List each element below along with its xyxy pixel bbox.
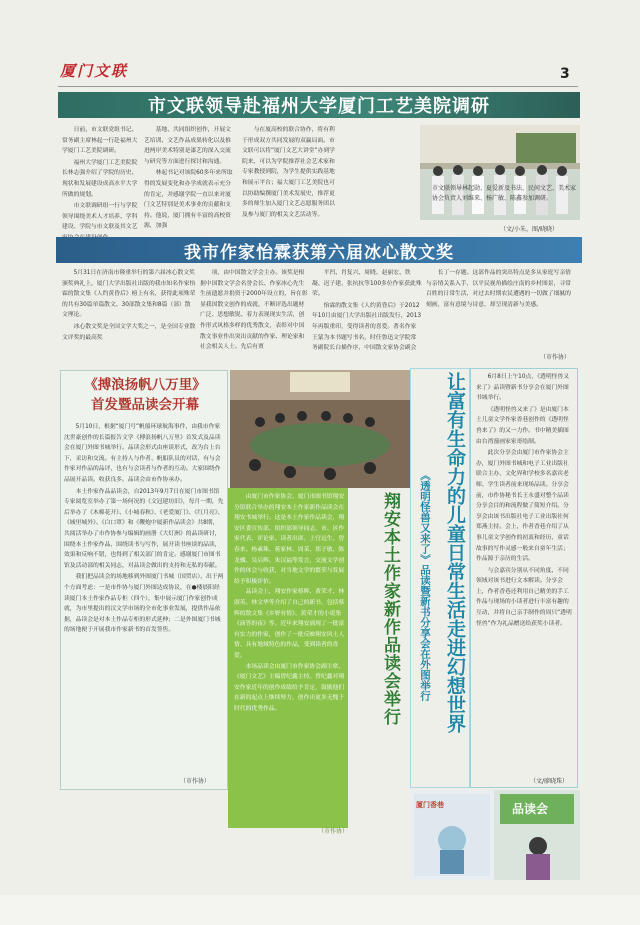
meeting-photo-image bbox=[230, 370, 410, 488]
article3-body bbox=[64, 422, 224, 752]
article1-col3 bbox=[242, 125, 338, 225]
paragraph: 5月10日，根据“厦门号”帆船环球航海事件，由我市作家沈世豪创作的长篇报告文学《搏浪扬帆八万里》首发式及品读会在厦门外图书城举行。品读会形式由座谈形式，改为台上台下，采访和交流。有主持人与作者、帆船队员的对话，有与会作家对作品的品评，也有与会读者与作者的互动。大家围绕作品展开品读。收获良多。品读会由市作协承办。 bbox=[64, 424, 221, 483]
article5-body bbox=[476, 372, 574, 772]
article2-col3 bbox=[312, 268, 422, 358]
article5-byline: （文/廖晓珠） bbox=[530, 778, 569, 785]
book-launch-photo bbox=[230, 370, 410, 488]
paragraph: 本土作家作品品读会，自2013年9月7日在厦门市图书馆专家阅览室举办了第一场何况的《文冠建坊旧》，每月一期，先后举办了《木棉花开》、《小城春秋》、《老爱厦门》、《红月亮》、《城里城外》、《白口罩》和《鞭炮中厦新作品读会》共8期，共阅活举办了市作协参与编辑的画册《大灯洲》的品读研讨，围绕本土作家作品，围绕读书与写作，展开读书座谈的品读，效果和反响不错，也得到了相关部门的肯定。感谢厦门市图书馆及活动部的相关同志，对品读会做出的支持和无私的奉献。 bbox=[64, 488, 224, 569]
article3-headline bbox=[70, 375, 220, 415]
banner-text: 厦门香巷 bbox=[416, 801, 444, 809]
article2-col4 bbox=[426, 268, 576, 348]
headline-line: 首发暨品读会开幕 bbox=[91, 397, 199, 413]
article3-byline: （市作协） bbox=[180, 778, 211, 785]
article1-col2 bbox=[144, 125, 236, 230]
paragraph: 5月31日在济南市隆重举行的第六届冰心散文奖颁奖典礼上，厦门大学出版社出版的我市知名作家怡霖的散文集《人约黄昏后》榜上有名，获得此项殊荣的共有30篇单篇散文、30部散文集和8篇（部）散文理论。 bbox=[62, 270, 196, 319]
article2-byline: （市作协） bbox=[540, 354, 571, 361]
paragraph: 怡霖的散文集《人约黄昏后》于2012年10月由厦门大学出版社出版发行，2013年再版重印，受得读者的喜爱。著名作家王蒙为本书题写书名，时任鲁迅文学院常务副院长白描作序，中国散文家协会副会 bbox=[312, 302, 422, 352]
book-event-photo-left bbox=[410, 790, 494, 880]
header-rule bbox=[58, 86, 578, 87]
article4-headline: 翔安本土作家新作品读会举行 bbox=[380, 492, 400, 726]
article4-body bbox=[234, 492, 346, 714]
article5-headline: 让富有生命力的儿童日常生活走进幻想世界 bbox=[444, 372, 466, 733]
paragraph: 基地、共同组织创作，开展文艺培训、文艺作品成果转化以及推进两岸美术特别是漆艺的深入交流与研究等方面进行探讨和沟通。 bbox=[144, 127, 231, 165]
paragraph: 我们把品读会的场地移到外图厦门书城（国贸店），出于两个方面考虑：一是市作协与厦门外图达成协议，在●楼晨阳经读厦门本土作家作品专柜（四个），集中展示厦门作家创作成就，为市里提出的汉文学市场的全市化事业发展，提供作品依据，品读会是对本土作品专柜的形式延伸；二是外图厦门书城的场地便于开展我市作家新书的首发签售。 bbox=[64, 574, 224, 634]
paragraph: 本场品读会由厦门市作家协会副主席、《厦门文艺》主编曾纪鑫主持。曾纪鑫对翔安作家近年的创作成绩给予肯定，鼓励他们在新的起点上继续努力，创作出更多无愧于时代的优秀作品。 bbox=[234, 663, 345, 712]
paragraph: 与在厦高校的联合协作，将有利于形成双方共同发展的双赢局面。市文联可以将“厦门文艺大讲堂”办到学院来，可以为学院推荐社会艺术家和专家教授到院，为学生提供实践基地和展示平台；福大厦门工艺美院也可以协助编撰厦门美术发展史，推荐更多的师生加入厦门文艺志愿服务团以及参与厦门的相关文艺活动等。 bbox=[242, 127, 335, 218]
paragraph: 《透明怪兽又来了》是由厦门本土儿童文学作家香巷创作的《透明怪兽来了》的又一力作。书中精美插图由台湾漫画家家哥绘制。 bbox=[476, 406, 569, 445]
article1-byline: （文/小朱，图/晓晓） bbox=[500, 226, 559, 233]
paragraph: 由厦门市作家协会、厦门市图书馆翔安分馆联合举办的翔安本土作家新作品读会在翔安书城举行。这是本土作家作品读会，翔安区委宣传部、组织部领导同志，市、区作家代表、评论家、读者出席。上官远生、曾春来、杨素珠、蒋家林、周茉、郑子敏、陈龙骥、吴启辉、朱汉福等发言，交流文学创作的体会与收获，对当地文学的繁荣与发展给予积极评价。 bbox=[234, 494, 345, 585]
paragraph: 日前，市文联党组书记、常务副主席林起一行赴福州大学厦门工艺美院调研。 bbox=[62, 127, 138, 155]
page-bottom-margin bbox=[0, 895, 640, 925]
paragraph: 长丁一存题。这部作品的突出特点是多从家庭写亲情与亲情关系入手，以平民视角描绘庄南的乡村图景，寻常百姓的日常生活，对过去时期农民遭遇的一切做了细腻的刻画，富有意境与诗意，却呈现清新与美感。 bbox=[426, 270, 571, 308]
page-number: 3 bbox=[560, 66, 570, 82]
article2-col2 bbox=[200, 268, 308, 358]
paragraph: 项，由中国散文学会主办。该奖是根据中国散文学会名誉会长、作家冰心先生生前遗愿并捐资于2000年设立的，旨在彰显我国散文创作的成就，不断评选出题材广泛、思想敏锐、着力表现现实生活，创作形式风格多样的优秀散文，表彰对中国散文事业作出突出贡献的作家、理论家和社会相关人士。先后有贾 bbox=[200, 270, 308, 351]
book-event-photo-right bbox=[494, 790, 580, 880]
masthead-logo: 厦门文联 bbox=[60, 62, 129, 80]
article2-col1 bbox=[62, 268, 196, 358]
paragraph: 平凹、肖复兴、周晓、赵丽宏、铁凝、迟子建、张抗抗等100多位作家获此殊荣。 bbox=[312, 270, 422, 298]
paragraph: 此次分享会由厦门市作家协会主办，厦门外图书城和电子工业出版社联合主办，文化界和学校多名嘉宾老师、学生读者前来现场品读。分享会前，市作协秘书长王永盛对整个品读分享会目的和流程做了简短介绍。分享会由该书出版社电子工业出版社何郑燕主持。会上，作者香巷介绍了从事儿童文学创作的初衷和经历，童话故事的写作灵感一般来自童年生活；作品源于亲历的生活。 bbox=[476, 450, 569, 563]
article5-subheadline: 《透明怪兽又来了》品读暨新书分享会在外图举行 bbox=[419, 470, 431, 701]
paragraph: 品读会上，翔安作家蔡辉、黄荣才、林淑英、林文华等介绍了自己的新书，包括蔡辉的散文集《乡野有情》、黄荣才的小说集《滴答的夜》等。近年来翔安涌现了一批富有实力的作家，创作了一批反映翔安风土人情、具有地域特色的作品，受到读者的喜爱。 bbox=[234, 589, 345, 659]
article4-byline: （市作协） bbox=[318, 828, 349, 835]
paragraph: 林起书记对该院60多年来所取得的发展变化和办学成就表示充分的肯定，并感谢学院一直以来对厦门文艺特别是美术事业的贡献和支持。他说，厦门拥有丰富的高校资源，加强 bbox=[144, 170, 233, 230]
paragraph: 冰心散文奖是全国文学大奖之一，是全国专业散文评奖的最高奖 bbox=[62, 323, 196, 341]
headline-line: 《搏浪扬帆八万里》 bbox=[84, 377, 206, 393]
paragraph: 市文联调研组一行与学院领导围绕美术人才培养、学科建设、学院与市文联及其文艺 bbox=[62, 203, 138, 231]
paragraph: 福州大学厦门工艺美院院长林志强介绍了学院的历史、现状和发展建设成高水平大学所做的规划。 bbox=[62, 159, 138, 198]
event-banner-text: 品读会 bbox=[512, 802, 549, 816]
article2-headline: 我市作家怡霖获第六届冰心散文奖 bbox=[56, 237, 582, 263]
article1-headline: 市文联领导赴福州大学厦门工艺美院调研 bbox=[58, 92, 580, 118]
paragraph: 与会嘉宾分别从不同角度、不同领域对该书进行文本解读。分享会上，作者香巷还利用自己精美的手工作品与现场的小读者进行丰富有趣的互动，并将自己亲手制作的周只“透明怪兽”作为礼品赠送给获奖小读者。 bbox=[476, 567, 572, 627]
article1-col1 bbox=[62, 125, 140, 231]
article1-caption: 市文联领导林起勋、夏爱新及书法、民间文艺、美术家协会负责人刘维来、杨广敏、陈鑫参加调研。 bbox=[432, 185, 577, 202]
paragraph: 6月8日上午10点，《透明怪兽又来了》品读暨新书分享会在厦门外图书城举行。 bbox=[476, 374, 570, 402]
